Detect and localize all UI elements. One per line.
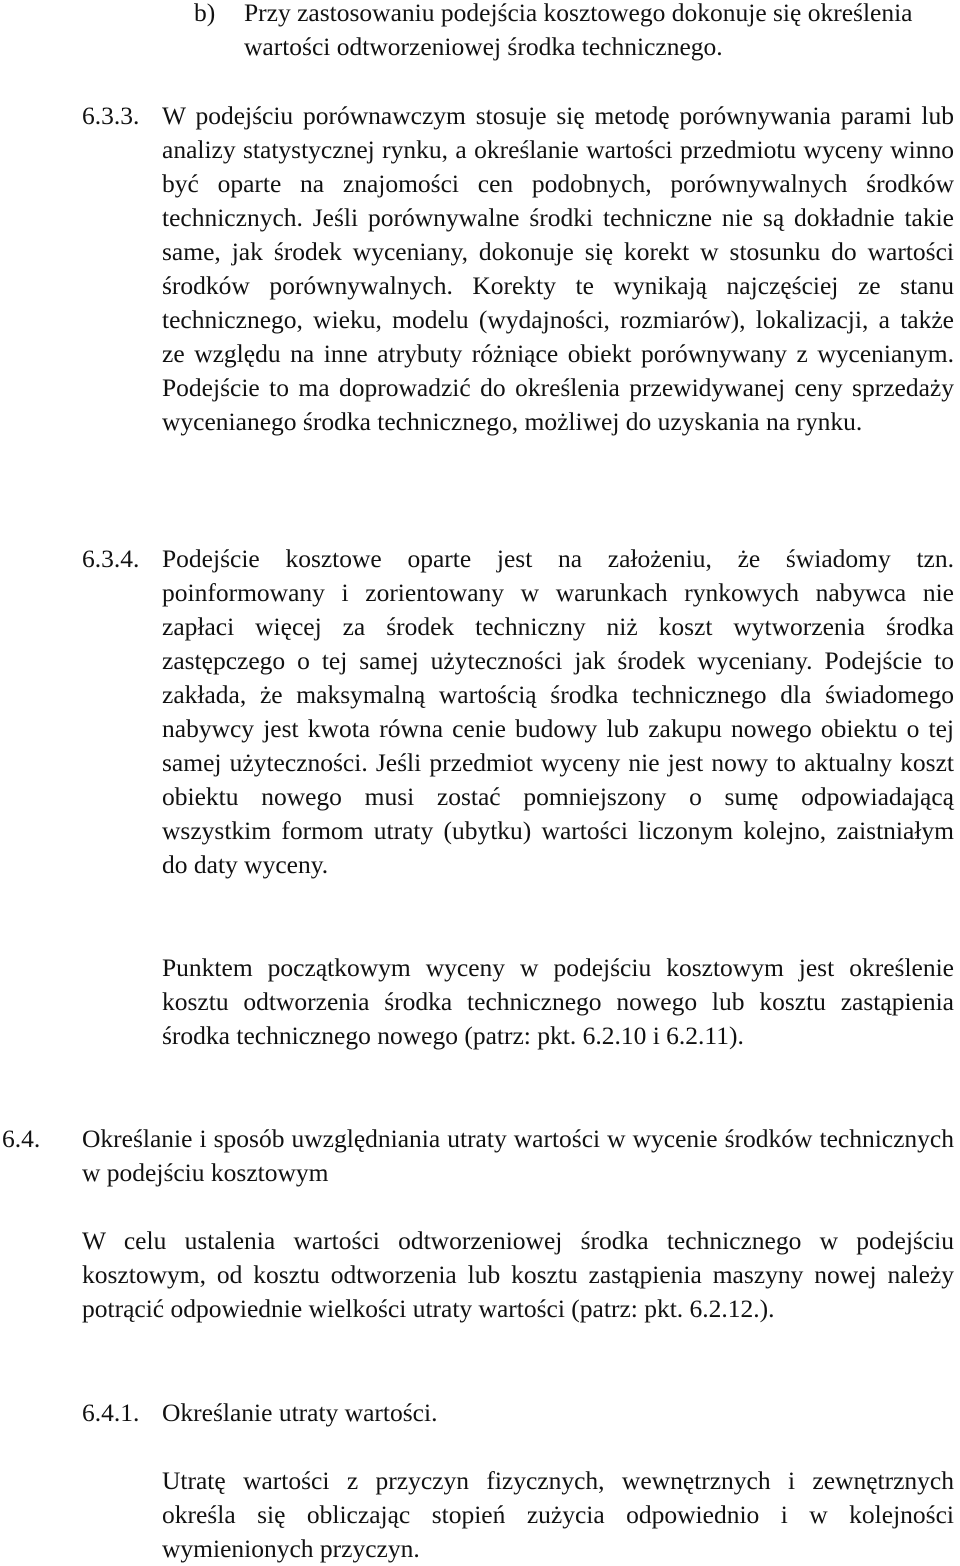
section-6-3-4-paragraph-2: Punktem początkowym wyceny w podejściu kosztowym jest określenie kosztu odtworzenia środka technicznego nowego lub kosztu zastąpienia środka technicznego nowego (patrz: pkt. 6.2.10 i 6.2.11). bbox=[162, 953, 954, 1050]
section-number-6-4-1: 6.4.1. bbox=[82, 1398, 140, 1427]
section-6-4-1-heading: Określanie utraty wartości. bbox=[162, 1398, 438, 1427]
section-number-6-3-3: 6.3.3. bbox=[82, 101, 140, 130]
section-6-4-paragraph: W celu ustalenia wartości odtworzeniowej środka technicznego w podejściu kosztowym, od kosztu odtworzenia lub kosztu zastąpienia maszyny nowej należy potrącić odpowiednie wielkości utraty wartości (patrz: pkt. 6.2.12.). bbox=[82, 1226, 954, 1323]
section-number-6-4: 6.4. bbox=[2, 1124, 41, 1153]
section-6-3-3-text: W podejściu porównawczym stosuje się metodę porównywania parami lub analizy statystycznej rynku, a określanie wartości przedmiotu wyceny winno być oparte na znajomości cen podobnych, porównywalnych środków technicznych. Jeśli porównywalne środki techniczne nie są dokładnie takie same, jak środek wyceniany, dokonuje się korekt w stosunku do wartości środków porównywalnych. Korekty te wynikają najczęściej ze stanu technicznego, wieku, modelu (wydajności, rozmiarów), lokalizacji, a także ze względu na inne atrybuty różniące obiekt porównywany z wycenianym. Podejście to ma doprowadzić do określenia przewidywanej ceny sprzedaży wycenianego środka technicznego, możliwej do uzyskania na rynku. bbox=[162, 101, 954, 436]
list-marker-b: b) bbox=[194, 0, 216, 27]
section-6-4-1-paragraph: Utratę wartości z przyczyn fizycznych, wewnętrznych i zewnętrznych określa się obliczając stopień zużycia odpowiednio i w kolejności wymienionych przyczyn. bbox=[162, 1466, 954, 1563]
section-6-3-4-first-line: Podejście kosztowe oparte jest na założeniu, że świadomy tzn. bbox=[162, 544, 954, 573]
item-b-text: Przy zastosowaniu podejścia kosztowego dokonuje się określenia wartości odtworzeniowej środka technicznego. bbox=[244, 0, 913, 61]
section-6-3-4-text: poinformowany i zorientowany w warunkach rynkowych nabywca nie zapłaci więcej za środek techniczny niż koszt wytworzenia środka zastępczego o tej samej użyteczności jak środek wyceniany. Podejście to zakłada, że maksymalną wartością środka technicznego dla świadomego nabywcy jest kwota równa cenie budowy lub zakupu nowego obiektu o tej samej użyteczności. Jeśli przedmiot wyceny nie jest nowy to aktualny koszt obiektu nowego musi zostać pomniejszony o sumę odpowiadającą wszystkim formom utraty (ubytku) wartości liczonym kolejno, zaistniałym do daty wyceny. bbox=[162, 578, 954, 879]
section-number-6-3-4: 6.3.4. bbox=[82, 544, 140, 573]
section-6-4-heading: Określanie i sposób uwzględniania utraty wartości w wycenie środków technicznych w podejściu kosztowym bbox=[82, 1124, 954, 1187]
